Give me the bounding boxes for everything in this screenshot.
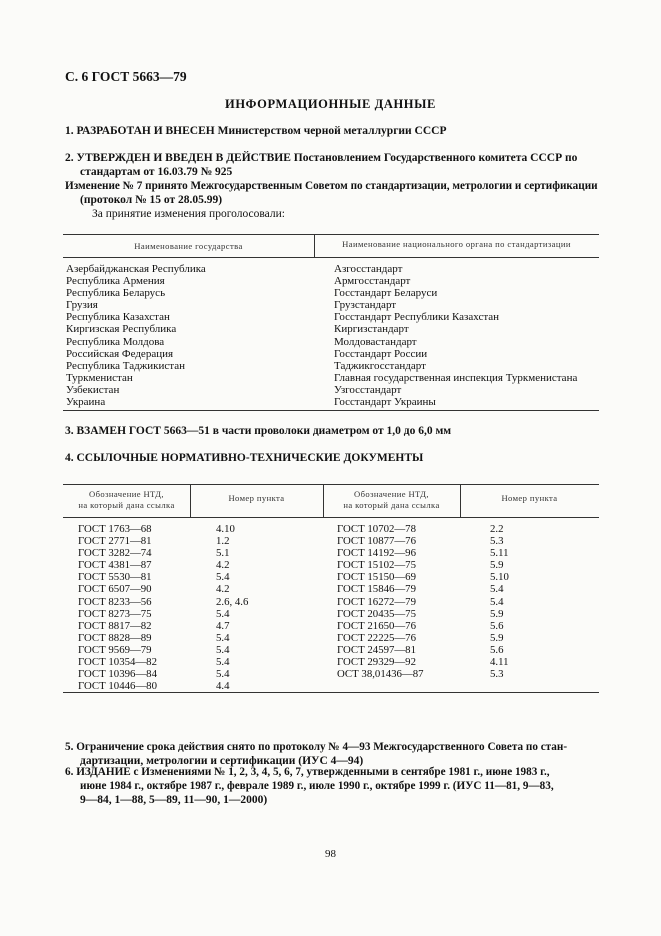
ntd-doc: ОСТ 38,01436—87 (337, 668, 424, 681)
state-name: Республика Армения (66, 275, 165, 288)
standards-body: Госстандарт России (334, 347, 428, 360)
ntd-doc: ГОСТ 8817—82 (78, 619, 152, 632)
item-2-line2: стандартам от 16.03.79 № 925 (80, 166, 233, 178)
item-1: 1. РАЗРАБОТАН И ВНЕСЕН Министерством черной металлургии СССР (65, 125, 447, 137)
standards-body: Грузстандарт (334, 299, 397, 312)
ntd-item-number: 5.6 (490, 643, 504, 656)
ntd-doc: ГОСТ 29329—92 (337, 656, 416, 669)
ntd-left-items (216, 523, 248, 692)
standards-body: Молдовастандарт (334, 335, 417, 348)
table-header-rule (63, 257, 599, 258)
state-name: Республика Таджикистан (66, 359, 185, 372)
state-name: Грузия (66, 299, 98, 312)
state-name: Азербайджанская Республика (66, 263, 206, 275)
ntd-item-number: 5.4 (216, 631, 230, 644)
ntd-doc: ГОСТ 1763—68 (78, 523, 152, 535)
ntd-doc: ГОСТ 10396—84 (78, 668, 157, 681)
item-6-line2: июне 1984 г., октябре 1987 г., феврале 1989 г., июле 1990 г., октябре 1999 г. (ИУС 11—81, 9—83, (80, 780, 554, 792)
ntd-doc: ГОСТ 10702—78 (337, 523, 416, 535)
ntd-item-number: 5.4 (216, 656, 230, 669)
standards-body: Главная государственная инспекция Туркменистана (334, 371, 578, 384)
ntd-header-item-right: Номер пункта (501, 493, 558, 503)
ntd-doc: ГОСТ 22225—76 (337, 631, 416, 644)
header-state: Наименование государства (134, 241, 243, 251)
ntd-header-doc-right-line1: Обозначение НТД, (354, 489, 429, 499)
item-3: 3. ВЗАМЕН ГОСТ 5663—51 в части проволоки диаметром от 1,0 до 6,0 мм (65, 425, 452, 437)
ntd-item-number: 5.3 (490, 668, 504, 681)
page-title: ИНФОРМАЦИОННЫЕ ДАННЫЕ (225, 97, 436, 111)
ntd-top-rule (63, 484, 599, 485)
ntd-doc: ГОСТ 4381—87 (78, 559, 152, 572)
voted-caption: За принятие изменения проголосовали: (92, 208, 285, 220)
ntd-item-number: 4.2 (216, 583, 230, 596)
ntd-item-number: 4.4 (216, 680, 230, 693)
ntd-item-number: 2.2 (490, 523, 504, 535)
ntd-item-number: 5.11 (490, 547, 509, 560)
ntd-item-number: 5.10 (490, 571, 509, 584)
ntd-item-number: 5.4 (216, 571, 230, 584)
ntd-item-number: 5.4 (216, 643, 230, 656)
ntd-left-docs (78, 523, 157, 692)
standards-body: Госстандарт Украины (334, 396, 436, 409)
standards-body: Госстандарт Беларуси (334, 287, 438, 300)
ntd-doc: ГОСТ 24597—81 (337, 643, 416, 656)
ntd-item-number: 5.4 (216, 607, 230, 620)
standards-body: Таджикгосстандарт (334, 359, 426, 372)
change-note-line2: (протокол № 15 от 28.05.99) (80, 194, 223, 206)
header-body: Наименование национального органа по стандартизации (342, 239, 571, 249)
item-5-line1: 5. Ограничение срока действия снято по протоколу № 4—93 Межгосударственного Совета по стан- (65, 741, 568, 753)
state-name: Узбекистан (66, 383, 120, 396)
ntd-header-doc-left-line1: Обозначение НТД, (89, 489, 164, 499)
state-name: Республика Казахстан (66, 311, 170, 324)
item-6-line3: 9—84, 1—88, 5—89, 11—90, 1—2000) (80, 794, 268, 806)
ntd-doc: ГОСТ 15150—69 (337, 571, 416, 584)
ntd-item-number: 5.9 (490, 607, 504, 620)
ntd-item-number: 1.2 (216, 535, 230, 548)
ntd-item-number: 5.3 (490, 535, 504, 548)
ntd-doc: ГОСТ 6507—90 (78, 583, 152, 596)
ntd-doc: ГОСТ 14192—96 (337, 547, 416, 560)
state-name: Украина (66, 396, 106, 409)
ntd-header-doc-right (323, 489, 460, 511)
ntd-doc: ГОСТ 8233—56 (78, 595, 152, 608)
item-6-line1: 6. ИЗДАНИЕ с Изменениями № 1, 2, 3, 4, 5, 6, 7, утвержденными в сентябре 1981 г., июне 1983 г., (65, 766, 550, 778)
ntd-header-item-left: Номер пункта (228, 493, 285, 503)
ntd-item-number: 5.4 (490, 583, 504, 596)
state-name: Российская Федерация (66, 347, 174, 360)
change-note-line1: Изменение № 7 принято Межгосударственным Советом по стандартизации, метрологии и сертификации (65, 180, 598, 192)
ntd-doc: ГОСТ 10446—80 (78, 680, 157, 693)
standards-body: Киргизстандарт (334, 323, 409, 336)
ntd-item-number: 5.4 (216, 668, 230, 681)
ntd-doc: ГОСТ 5530—81 (78, 571, 152, 584)
state-name: Республика Молдова (66, 335, 165, 348)
item-5-line2: дартизации, метрологии и сертификации (ИУС 4—94) (80, 755, 364, 767)
ntd-right-docs (337, 523, 424, 680)
ntd-header-doc-right-line2: на который дана ссылка (343, 500, 440, 510)
table-bottom-rule (63, 410, 599, 411)
ntd-item-number: 5.9 (490, 559, 504, 572)
ntd-item-number: 4.7 (216, 619, 230, 632)
ntd-doc: ГОСТ 20435—75 (337, 607, 416, 620)
table-top-rule (63, 234, 599, 235)
ntd-header-rule (63, 517, 599, 518)
ntd-doc: ГОСТ 8828—89 (78, 631, 152, 644)
ntd-doc: ГОСТ 10877—76 (337, 535, 416, 548)
ntd-doc: ГОСТ 15846—79 (337, 583, 416, 596)
state-name: Республика Беларусь (66, 287, 166, 300)
ntd-item-number: 5.4 (490, 595, 504, 608)
state-name: Туркменистан (66, 371, 133, 384)
standards-body: Госстандарт Республики Казахстан (334, 311, 500, 324)
ntd-header-doc-left-line2: на который дана ссылка (78, 500, 175, 510)
page-number: 98 (325, 848, 336, 860)
ntd-item-number: 5.1 (216, 547, 230, 560)
ntd-bottom-rule (63, 692, 599, 693)
ntd-item-number: 4.10 (216, 523, 235, 535)
bodies-column (334, 263, 577, 408)
ntd-doc: ГОСТ 2771—81 (78, 535, 152, 548)
ntd-doc: ГОСТ 3282—74 (78, 547, 152, 560)
item-2-line1: 2. УТВЕРЖДЕН И ВВЕДЕН В ДЕЙСТВИЕ Постановлением Государственного комитета СССР по (65, 152, 578, 164)
ntd-doc: ГОСТ 21650—76 (337, 619, 416, 632)
ntd-doc: ГОСТ 15102—75 (337, 559, 416, 572)
ntd-doc: ГОСТ 16272—79 (337, 595, 416, 608)
ntd-doc: ГОСТ 9569—79 (78, 643, 152, 656)
ntd-item-number: 2.6, 4.6 (216, 595, 249, 608)
ntd-item-number: 4.2 (216, 559, 230, 572)
state-name: Киргизская Республика (66, 323, 177, 336)
ntd-header-doc-left (63, 489, 190, 511)
standards-body: Армгосстандарт (334, 275, 411, 288)
ntd-right-items (490, 523, 509, 680)
standards-body: Азгосстандарт (334, 263, 403, 275)
ntd-doc: ГОСТ 8273—75 (78, 607, 152, 620)
standards-body: Узгосстандарт (334, 383, 402, 396)
ntd-item-number: 5.6 (490, 619, 504, 632)
ntd-item-number: 5.9 (490, 631, 504, 644)
ntd-item-number: 4.11 (490, 656, 509, 669)
ntd-doc: ГОСТ 10354—82 (78, 656, 157, 669)
item-4: 4. ССЫЛОЧНЫЕ НОРМАТИВНО-ТЕХНИЧЕСКИЕ ДОКУМЕНТЫ (65, 452, 424, 464)
states-column (66, 263, 206, 408)
page-header: С. 6 ГОСТ 5663—79 (65, 69, 187, 84)
